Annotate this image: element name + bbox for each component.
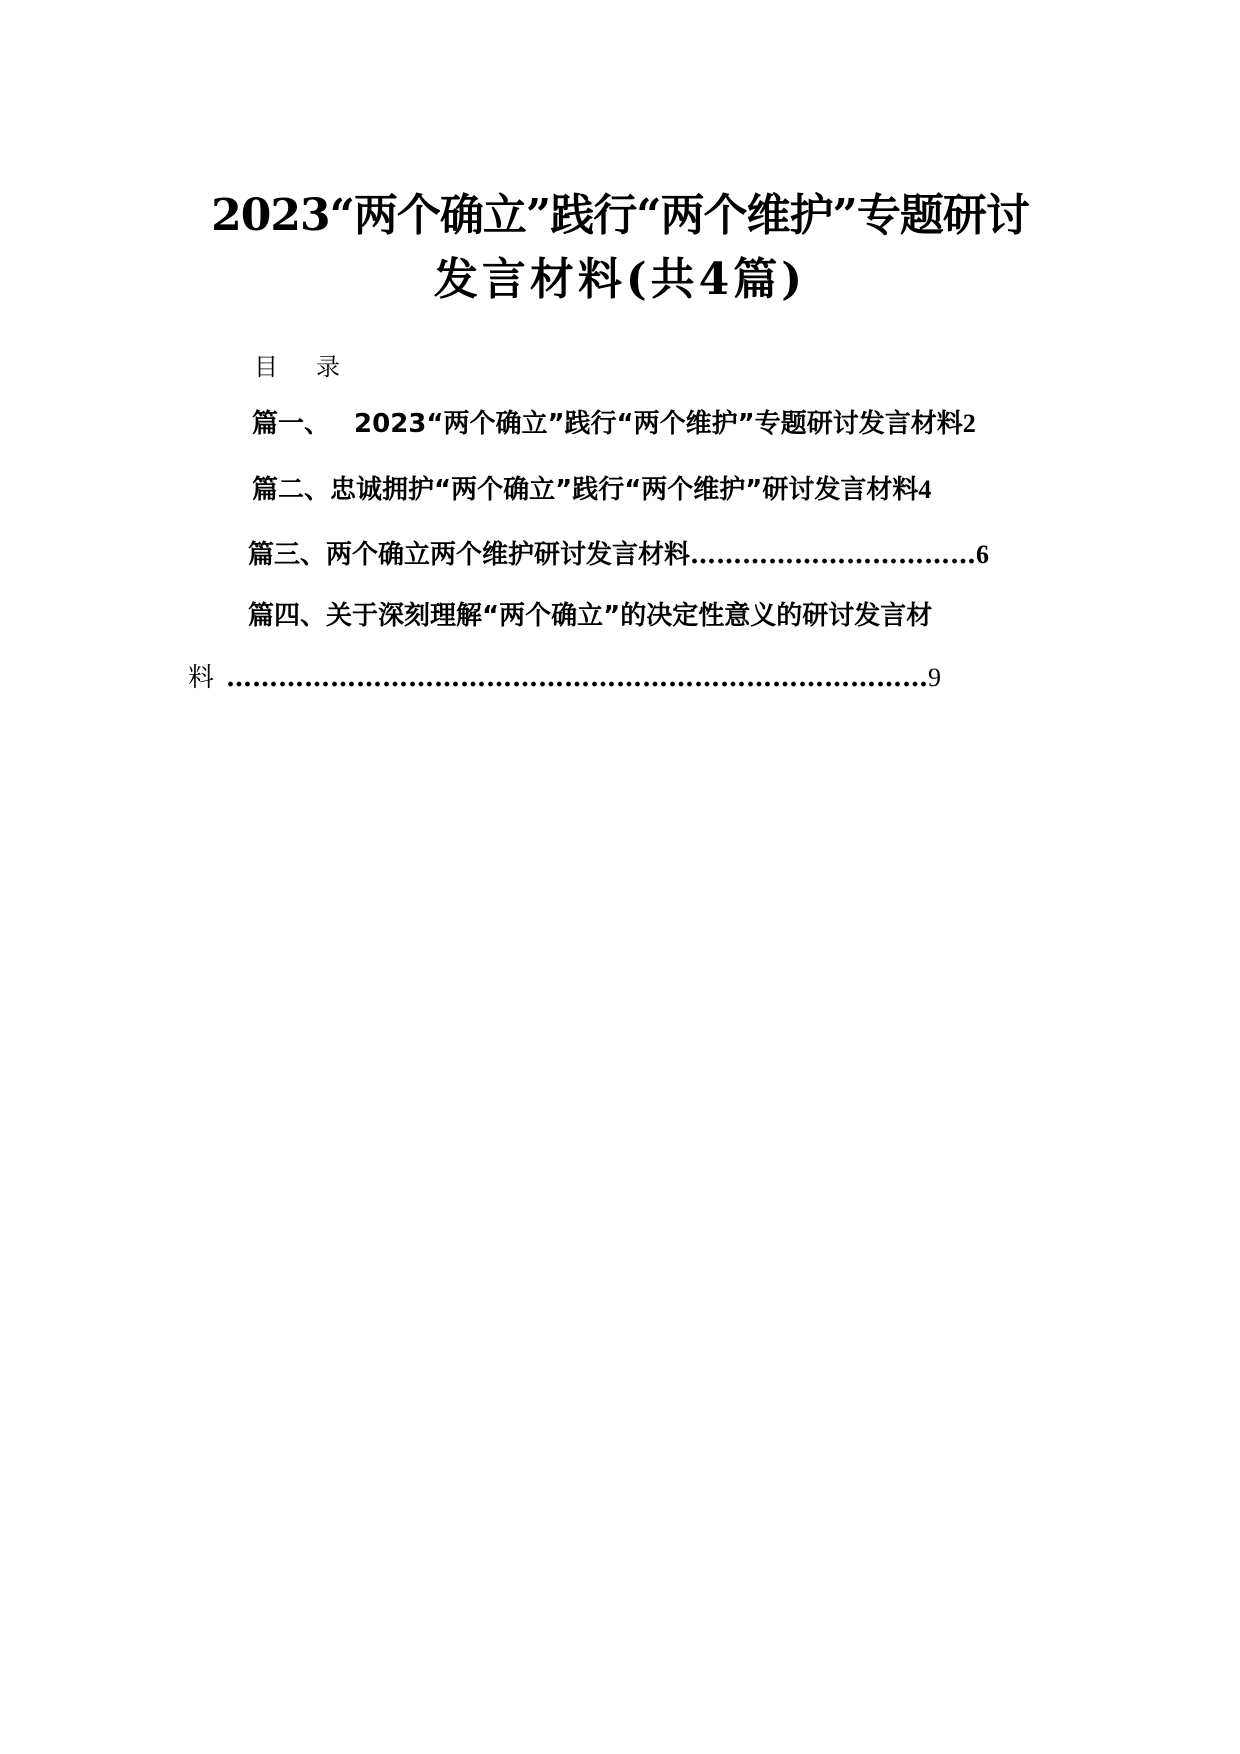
toc-entry-text: 忠诚拥护“两个确立”践行“两个维护”研讨发言材料 [330,475,919,505]
toc-heading [254,350,340,384]
toc-entry-page: 4 [918,475,932,504]
toc-entry-page: 6 [976,540,990,569]
toc-dot-leader: ……………………………………………………………………… [226,663,929,693]
toc-entry-text: 两个确立两个维护研讨发言材料 [326,540,691,570]
toc-entry-page: 2 [962,409,976,438]
toc-entry-label: 篇三、 [248,540,327,570]
toc-entry-3[interactable] [248,537,989,573]
toc-entry-text-continuation: 料 [188,663,215,693]
document-title-line-2: 发言材料(共4篇) [433,254,807,305]
toc-entry-page: 9 [928,663,942,692]
document-title-line-1: 2023“两个确立”践行“两个维护”专题研讨 [211,190,1029,241]
toc-dot-leader: …………………………… [690,540,977,570]
toc-entry-label: 篇一、 [252,409,331,439]
toc-entry-text: 关于深刻理解“两个确立”的决定性意义的研讨发言材 [326,601,933,631]
toc-entry-2[interactable] [252,472,931,508]
toc-entry-text: 2023“两个确立”践行“两个维护”专题研讨发言材料 [354,409,963,439]
toc-entry-4-continuation[interactable] [188,660,941,696]
toc-entry-label: 篇二、 [252,475,331,505]
toc-heading-char-2: 录 [316,353,340,381]
toc-heading-char-1: 目 [254,353,278,381]
toc-entry-1[interactable] [252,406,976,442]
toc-entry-4[interactable] [248,598,932,634]
toc-entry-label: 篇四、 [248,601,327,631]
